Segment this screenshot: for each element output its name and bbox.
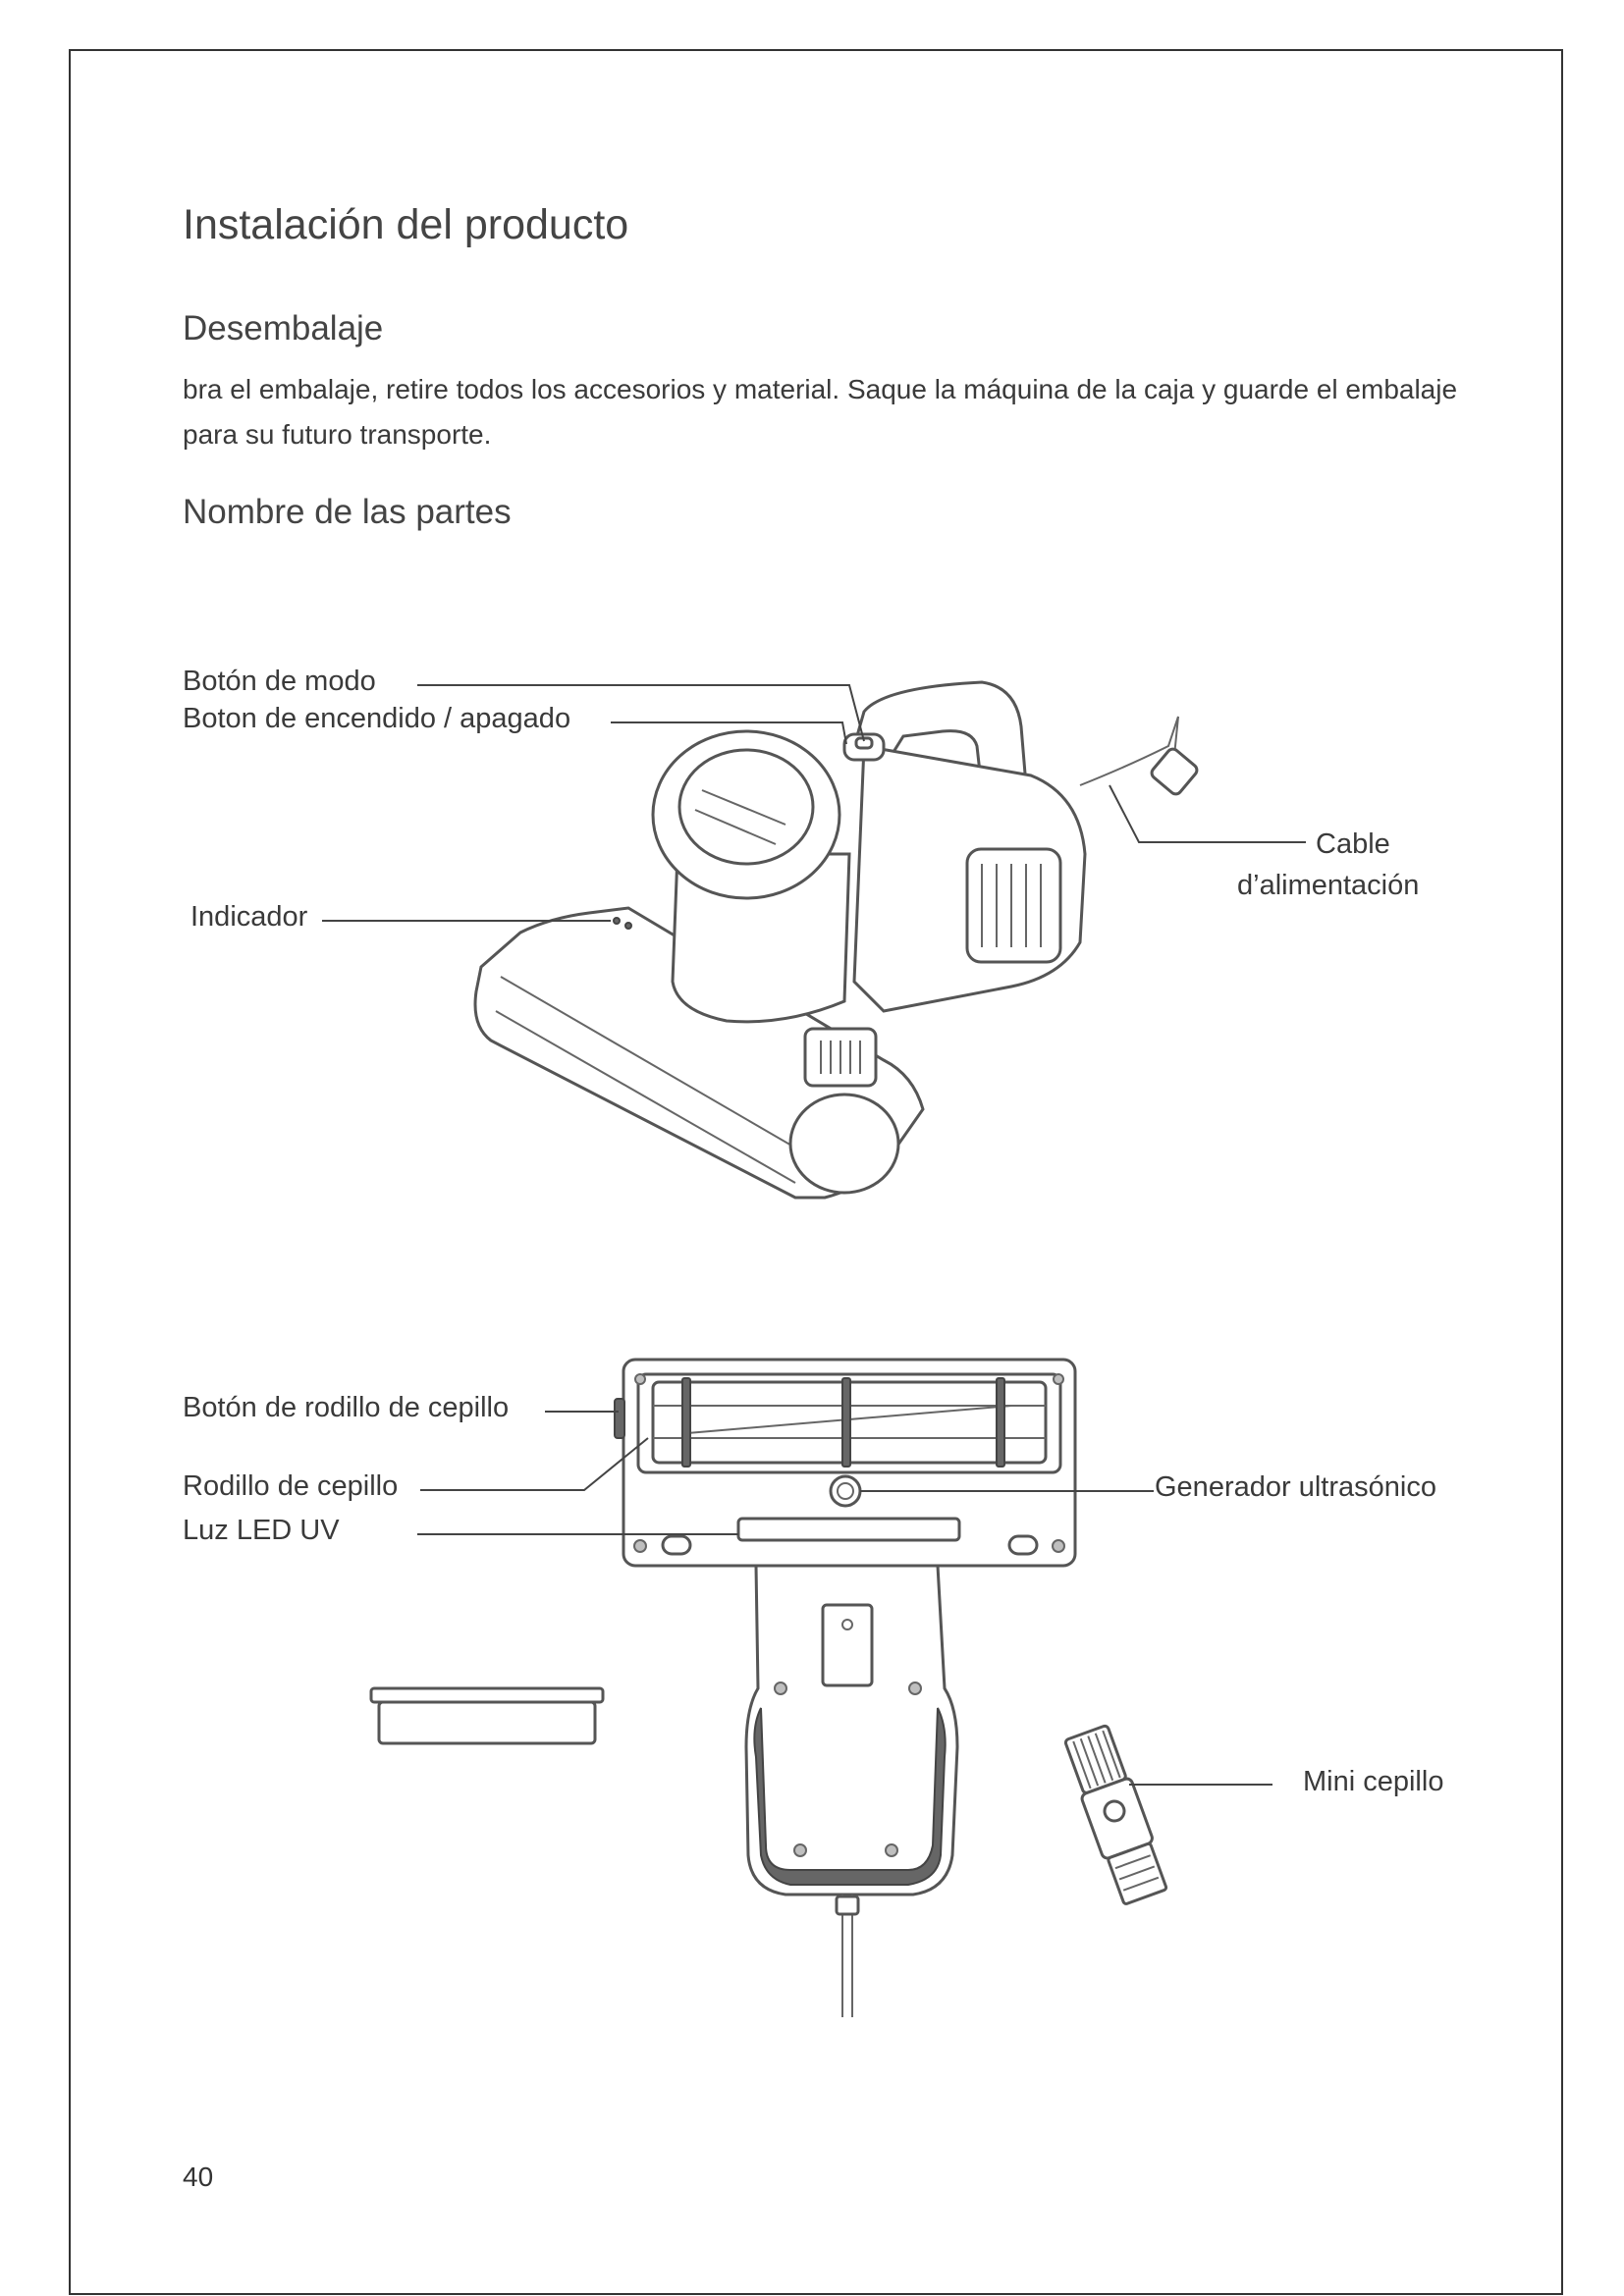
label-mini-brush: Mini cepillo (1303, 1766, 1444, 1797)
leader-brush-roller (420, 1438, 648, 1490)
roller-end-cap (790, 1095, 898, 1193)
unpacking-text: bra el embalaje, retire todos los accesorios y material. Saque la máquina de la caja y guarde el embalaje para su futuro transporte. (183, 374, 1458, 450)
label-brush-roller: Rodillo de cepillo (183, 1470, 399, 1502)
roller-release-knob (615, 1399, 624, 1438)
unpacking-heading: Desembalaje (183, 309, 384, 347)
page-number: 40 (183, 2162, 214, 2192)
label-indicator: Indicador (190, 901, 308, 933)
uv-led-bar (738, 1519, 959, 1540)
indicator-light (614, 918, 620, 924)
label-mode-button: Botón de modo (183, 666, 376, 697)
mini-brush-accessory (1061, 1724, 1171, 1906)
label-power-button: Boton de encendido / apagado (183, 703, 571, 734)
page-title: Instalación del producto (183, 201, 629, 248)
label-plate (823, 1605, 872, 1685)
leader-power-cable (1110, 785, 1306, 842)
label-power-cable-line2: d’alimentación (1237, 870, 1420, 901)
label-uv-led: Luz LED UV (183, 1515, 340, 1546)
parts-heading: Nombre de las partes (183, 493, 512, 531)
ultrasonic-speaker (831, 1476, 860, 1506)
label-brush-roller-button: Botón de rodillo de cepillo (183, 1392, 510, 1423)
filter-accessory (371, 1688, 603, 1743)
vacuum-top-view (475, 682, 1199, 1198)
label-ultrasonic-generator: Generador ultrasónico (1155, 1471, 1436, 1503)
cord-plug (1150, 747, 1200, 797)
label-power-cable-line1: Cable (1316, 828, 1390, 860)
vacuum-bottom-view (615, 1360, 1075, 2017)
